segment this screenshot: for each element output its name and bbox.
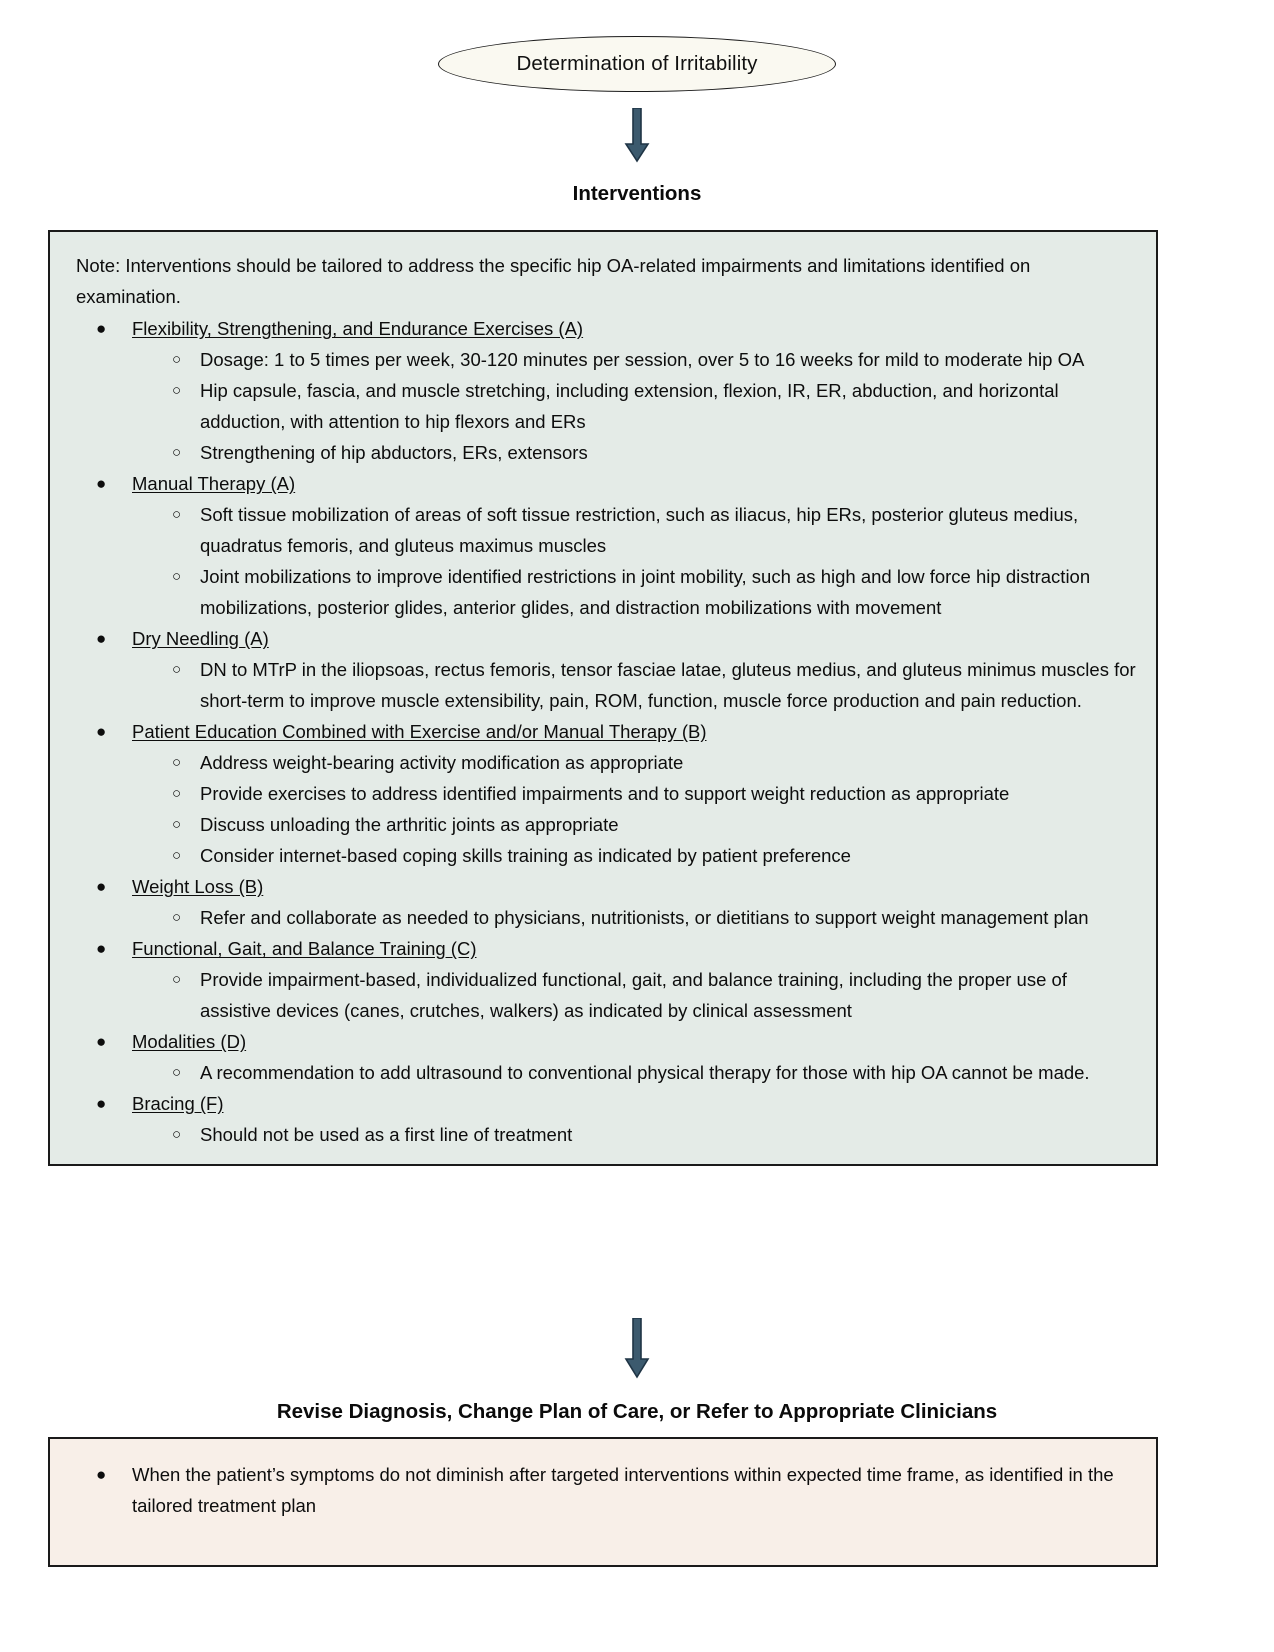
determination-of-irritability-ellipse <box>438 36 836 92</box>
intervention-subitem-text: Should not be used as a first line of treatment <box>200 1124 573 1145</box>
bullet-icon: ● <box>96 939 107 958</box>
intervention-subitem-text: Provide impairment-based, individualized functional, gait, and balance training, including the proper use of assistive devices (canes, crutches, walkers) as indicated by clinical assessment <box>200 969 1067 1021</box>
intervention-subitem <box>132 840 1136 871</box>
intervention-subitem <box>132 437 1136 468</box>
down-arrow-icon <box>622 108 652 164</box>
bullet-icon: ● <box>96 319 107 338</box>
circle-icon: ○ <box>172 971 182 988</box>
interventions-note: Note: Interventions should be tailored to address the specific hip OA-related impairments and limitations identified on examination. <box>76 255 1031 307</box>
start-node-label: Determination of Irritability <box>516 52 758 75</box>
circle-icon: ○ <box>172 1064 182 1081</box>
interventions-list <box>70 313 1136 1150</box>
bullet-icon: ● <box>96 722 107 741</box>
bullet-icon: ● <box>96 1032 107 1051</box>
intervention-subitem <box>132 561 1136 623</box>
intervention-item <box>70 1088 1136 1150</box>
intervention-subitem <box>132 344 1136 375</box>
circle-icon: ○ <box>172 785 182 802</box>
intervention-subitem-text: Discuss unloading the arthritic joints as appropriate <box>200 814 619 835</box>
intervention-sublist <box>132 344 1136 468</box>
intervention-item <box>70 933 1136 1026</box>
circle-icon: ○ <box>172 909 182 926</box>
intervention-subitem-text: A recommendation to add ultrasound to conventional physical therapy for those with hip OA cannot be made. <box>200 1062 1090 1083</box>
intervention-item <box>70 871 1136 933</box>
intervention-label: Modalities (D) <box>132 1031 247 1052</box>
intervention-label: Bracing (F) <box>132 1093 224 1114</box>
intervention-subitem-text: Soft tissue mobilization of areas of soft tissue restriction, such as iliacus, hip ERs, posterior gluteus medius, quadratus femoris, and gluteus maximus muscles <box>200 504 1079 556</box>
bullet-icon: ● <box>96 1465 107 1484</box>
intervention-item <box>70 716 1136 871</box>
circle-icon: ○ <box>172 816 182 833</box>
intervention-sublist <box>132 499 1136 623</box>
intervention-label: Manual Therapy (A) <box>132 473 296 494</box>
intervention-subitem-text: Provide exercises to address identified impairments and to support weight reduction as appropriate <box>200 783 1010 804</box>
intervention-item <box>70 468 1136 623</box>
intervention-subitem <box>132 964 1136 1026</box>
circle-icon: ○ <box>172 351 182 368</box>
intervention-item <box>70 1026 1136 1088</box>
intervention-subitem-text: Joint mobilizations to improve identified restrictions in joint mobility, such as high and low force hip distraction mobilizations, posterior glides, anterior glides, and distraction mobilizations with movement <box>200 566 1091 618</box>
intervention-subitem <box>132 747 1136 778</box>
intervention-item <box>70 623 1136 716</box>
bullet-icon: ● <box>96 1094 107 1113</box>
bullet-icon: ● <box>96 877 107 896</box>
interventions-heading: Interventions <box>572 182 702 205</box>
intervention-subitem-text: Dosage: 1 to 5 times per week, 30-120 minutes per session, over 5 to 16 weeks for mild to moderate hip OA <box>200 349 1085 370</box>
intervention-sublist <box>132 654 1136 716</box>
arrow-interventions-to-revise <box>0 1318 1274 1380</box>
intervention-label: Patient Education Combined with Exercise and/or Manual Therapy (B) <box>132 721 707 742</box>
intervention-subitem-text: Strengthening of hip abductors, ERs, extensors <box>200 442 588 463</box>
intervention-subitem <box>132 499 1136 561</box>
circle-icon: ○ <box>172 506 182 523</box>
intervention-subitem-text: Hip capsule, fascia, and muscle stretching, including extension, flexion, IR, ER, abduction, and horizontal adduction, with attention to hip flexors and ERs <box>200 380 1059 432</box>
intervention-label: Functional, Gait, and Balance Training (C) <box>132 938 477 959</box>
intervention-subitem <box>132 902 1136 933</box>
intervention-subitem-text: Refer and collaborate as needed to physicians, nutritionists, or dietitians to support weight management plan <box>200 907 1089 928</box>
intervention-item <box>70 313 1136 468</box>
circle-icon: ○ <box>172 847 182 864</box>
intervention-subitem <box>132 1057 1136 1088</box>
circle-icon: ○ <box>172 754 182 771</box>
intervention-subitem <box>132 809 1136 840</box>
intervention-subitem-text: Consider internet-based coping skills training as indicated by patient preference <box>200 845 851 866</box>
intervention-sublist <box>132 747 1136 871</box>
revise-content-box <box>48 1437 1158 1567</box>
down-arrow-icon <box>622 1318 652 1380</box>
intervention-sublist <box>132 902 1136 933</box>
revise-heading: Revise Diagnosis, Change Plan of Care, or Refer to Appropriate Clinicians <box>276 1400 998 1423</box>
circle-icon: ○ <box>172 444 182 461</box>
intervention-subitem <box>132 375 1136 437</box>
intervention-subitem <box>132 654 1136 716</box>
circle-icon: ○ <box>172 1126 182 1143</box>
revise-list <box>70 1459 1136 1521</box>
intervention-label: Flexibility, Strengthening, and Endurance Exercises (A) <box>132 318 584 339</box>
circle-icon: ○ <box>172 382 182 399</box>
bullet-icon: ● <box>96 474 107 493</box>
arrow-start-to-interventions <box>0 108 1274 164</box>
intervention-label: Weight Loss (B) <box>132 876 264 897</box>
revise-item-text: When the patient’s symptoms do not diminish after targeted interventions within expected time frame, as identified in the tailored treatment plan <box>132 1464 1114 1516</box>
interventions-content-box <box>48 230 1158 1166</box>
intervention-subitem <box>132 1119 1136 1150</box>
circle-icon: ○ <box>172 661 182 678</box>
intervention-subitem-text: Address weight-bearing activity modification as appropriate <box>200 752 684 773</box>
flowchart-start-node <box>0 36 1274 92</box>
intervention-sublist <box>132 964 1136 1026</box>
intervention-subitem <box>132 778 1136 809</box>
intervention-sublist <box>132 1057 1136 1088</box>
intervention-sublist <box>132 1119 1136 1150</box>
intervention-subitem-text: DN to MTrP in the iliopsoas, rectus femoris, tensor fasciae latae, gluteus medius, and gluteus minimus muscles for short-term to improve muscle extensibility, pain, ROM, function, muscle force production and pain reduction. <box>200 659 1136 711</box>
bullet-icon: ● <box>96 629 107 648</box>
circle-icon: ○ <box>172 568 182 585</box>
intervention-label: Dry Needling (A) <box>132 628 269 649</box>
revise-item <box>70 1459 1136 1521</box>
